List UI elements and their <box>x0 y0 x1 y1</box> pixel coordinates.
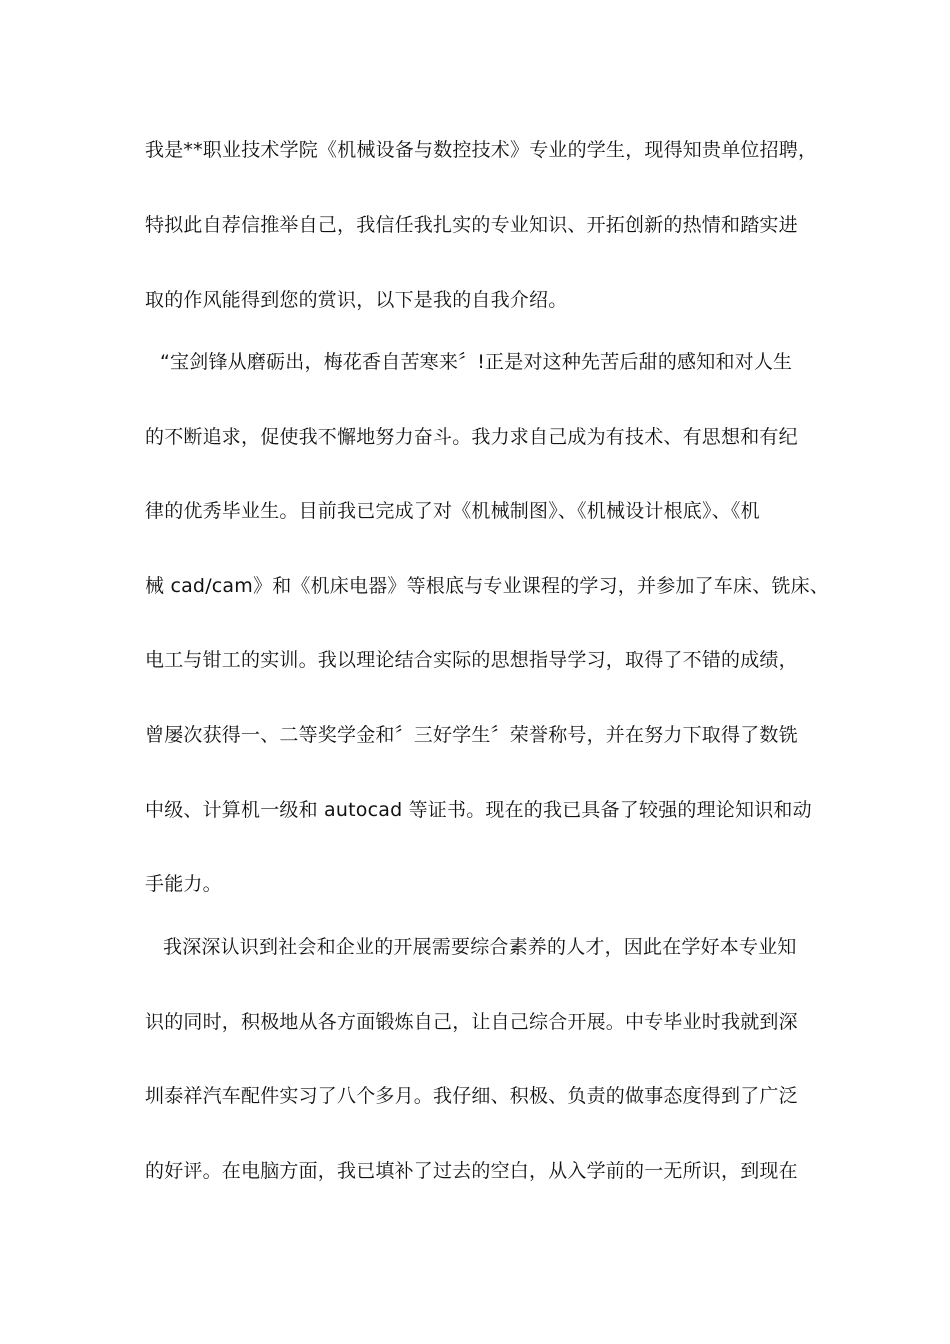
text-line: 特拟此自荐信推举自己，我信任我扎实的专业知识、开拓创新的热情和踏实进 <box>145 214 798 236</box>
text-line: 我深深认识到社会和企业的开展需要综合素养的人才，因此在学好本专业知 <box>163 936 797 958</box>
text-line: 械 cad/cam》和《机床电器》等根底与专业课程的学习，并参加了车床、铣床、 <box>145 575 829 597</box>
text-line: 取的作风能得到您的赏识，以下是我的自我介绍。 <box>145 289 568 311</box>
text-line: 律的优秀毕业生。目前我已完成了对《机械制图》、《机械设计根底》、《机 <box>145 500 760 522</box>
text-line: 圳泰祥汽车配件实习了八个多月。我仔细、积极、负责的做事态度得到了广泛 <box>145 1085 798 1107</box>
text-line: “宝剑锋从磨砺出，梅花香自苦寒来〞!正是对这种先苦后甜的感知和对人生 <box>160 351 793 373</box>
text-line: 手能力。 <box>145 873 222 895</box>
text-line: 的好评。在电脑方面，我已填补了过去的空白，从入学前的一无所识，到现在 <box>145 1160 798 1182</box>
text-line: 识的同时，积极地从各方面锻炼自己，让自己综合开展。中专毕业时我就到深 <box>145 1011 798 1033</box>
text-line: 曾屡次获得一、二等奖学金和〞三好学生〞荣誉称号，并在努力下取得了数铣 <box>145 724 798 746</box>
text-line: 的不断追求，促使我不懈地努力奋斗。我力求自己成为有技术、有思想和有纪 <box>145 426 798 448</box>
text-line: 电工与钳工的实训。我以理论结合实际的思想指导学习，取得了不错的成绩， <box>145 649 798 671</box>
text-line: 中级、计算机一级和 autocad 等证书。现在的我已具备了较强的理论知识和动 <box>145 799 812 821</box>
text-line: 我是**职业技术学院《机械设备与数控技术》专业的学生，现得知贵单位招聘， <box>145 139 818 161</box>
